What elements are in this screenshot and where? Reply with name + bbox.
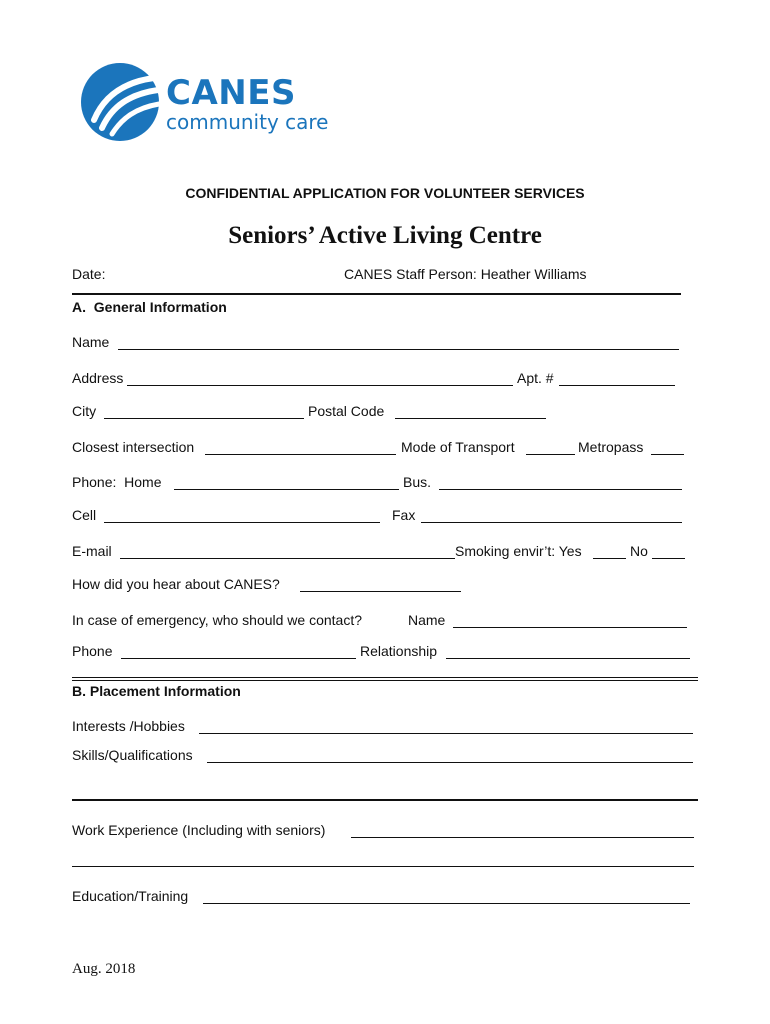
city-field[interactable]	[104, 418, 304, 419]
metropass-field[interactable]	[651, 454, 684, 455]
fax-label: Fax	[392, 507, 416, 523]
address-label: Address	[72, 370, 124, 386]
mode-of-transport-label: Mode of Transport	[401, 439, 515, 455]
closest-intersection-field[interactable]	[205, 454, 396, 455]
relationship-label: Relationship	[360, 643, 438, 659]
emergency-phone-label: Phone	[72, 643, 113, 659]
relationship-field[interactable]	[446, 658, 690, 659]
city-label: City	[72, 403, 97, 419]
email-field[interactable]	[120, 558, 455, 559]
section-divider	[72, 677, 698, 681]
footer-date: Aug. 2018	[72, 961, 136, 977]
emergency-name-label: Name	[408, 612, 446, 628]
education-field[interactable]	[203, 903, 690, 904]
emergency-contact-label: In case of emergency, who should we contact?	[72, 612, 363, 628]
skills-continuation-line[interactable]	[72, 799, 698, 801]
page-title: Seniors’ Active Living Centre	[228, 222, 542, 249]
name-label: Name	[72, 334, 110, 350]
interests-field[interactable]	[199, 733, 693, 734]
education-label: Education/Training	[72, 888, 189, 904]
smoking-yes-field[interactable]	[593, 558, 626, 559]
logo-title: CANES	[166, 73, 296, 113]
date-label: Date:	[72, 266, 106, 282]
confidential-heading: CONFIDENTIAL APPLICATION FOR VOLUNTEER SERVICES	[185, 185, 585, 201]
postal-code-field[interactable]	[395, 418, 546, 419]
bus-phone-field[interactable]	[439, 489, 682, 490]
smoking-environment-label: Smoking envir’t: Yes	[455, 543, 582, 559]
work-experience-continuation-field[interactable]	[72, 866, 694, 867]
cell-field[interactable]	[104, 522, 380, 523]
skills-field[interactable]	[207, 762, 693, 763]
emergency-phone-field[interactable]	[121, 658, 356, 659]
phone-home-field[interactable]	[174, 489, 399, 490]
smoking-no-label: No	[630, 543, 648, 559]
canes-logo-swoosh-icon	[80, 62, 160, 142]
work-experience-label: Work Experience (Including with seniors)	[72, 822, 326, 838]
apt-field[interactable]	[559, 385, 675, 386]
skills-label: Skills/Qualifications	[72, 747, 193, 763]
hear-about-label: How did you hear about CANES?	[72, 576, 280, 592]
hear-about-field[interactable]	[300, 591, 461, 592]
phone-home-label: Phone: Home	[72, 474, 162, 490]
postal-code-label: Postal Code	[308, 403, 385, 419]
staff-person-label: CANES Staff Person: Heather Williams	[344, 266, 587, 282]
mode-of-transport-field[interactable]	[526, 454, 575, 455]
logo-subtitle: community care	[166, 110, 329, 134]
header-divider	[72, 293, 681, 295]
interests-label: Interests /Hobbies	[72, 718, 185, 734]
metropass-label: Metropass	[578, 439, 644, 455]
address-field[interactable]	[127, 385, 513, 386]
work-experience-field[interactable]	[351, 837, 694, 838]
emergency-name-field[interactable]	[453, 627, 687, 628]
apt-label: Apt. #	[517, 370, 554, 386]
bus-phone-label: Bus.	[403, 474, 432, 490]
name-field[interactable]	[118, 349, 679, 350]
email-label: E-mail	[72, 543, 112, 559]
section-b-heading: B. Placement Information	[72, 683, 241, 699]
section-a-heading: A. General Information	[72, 299, 227, 315]
cell-label: Cell	[72, 507, 97, 523]
smoking-no-field[interactable]	[652, 558, 685, 559]
closest-intersection-label: Closest intersection	[72, 439, 195, 455]
fax-field[interactable]	[421, 522, 682, 523]
